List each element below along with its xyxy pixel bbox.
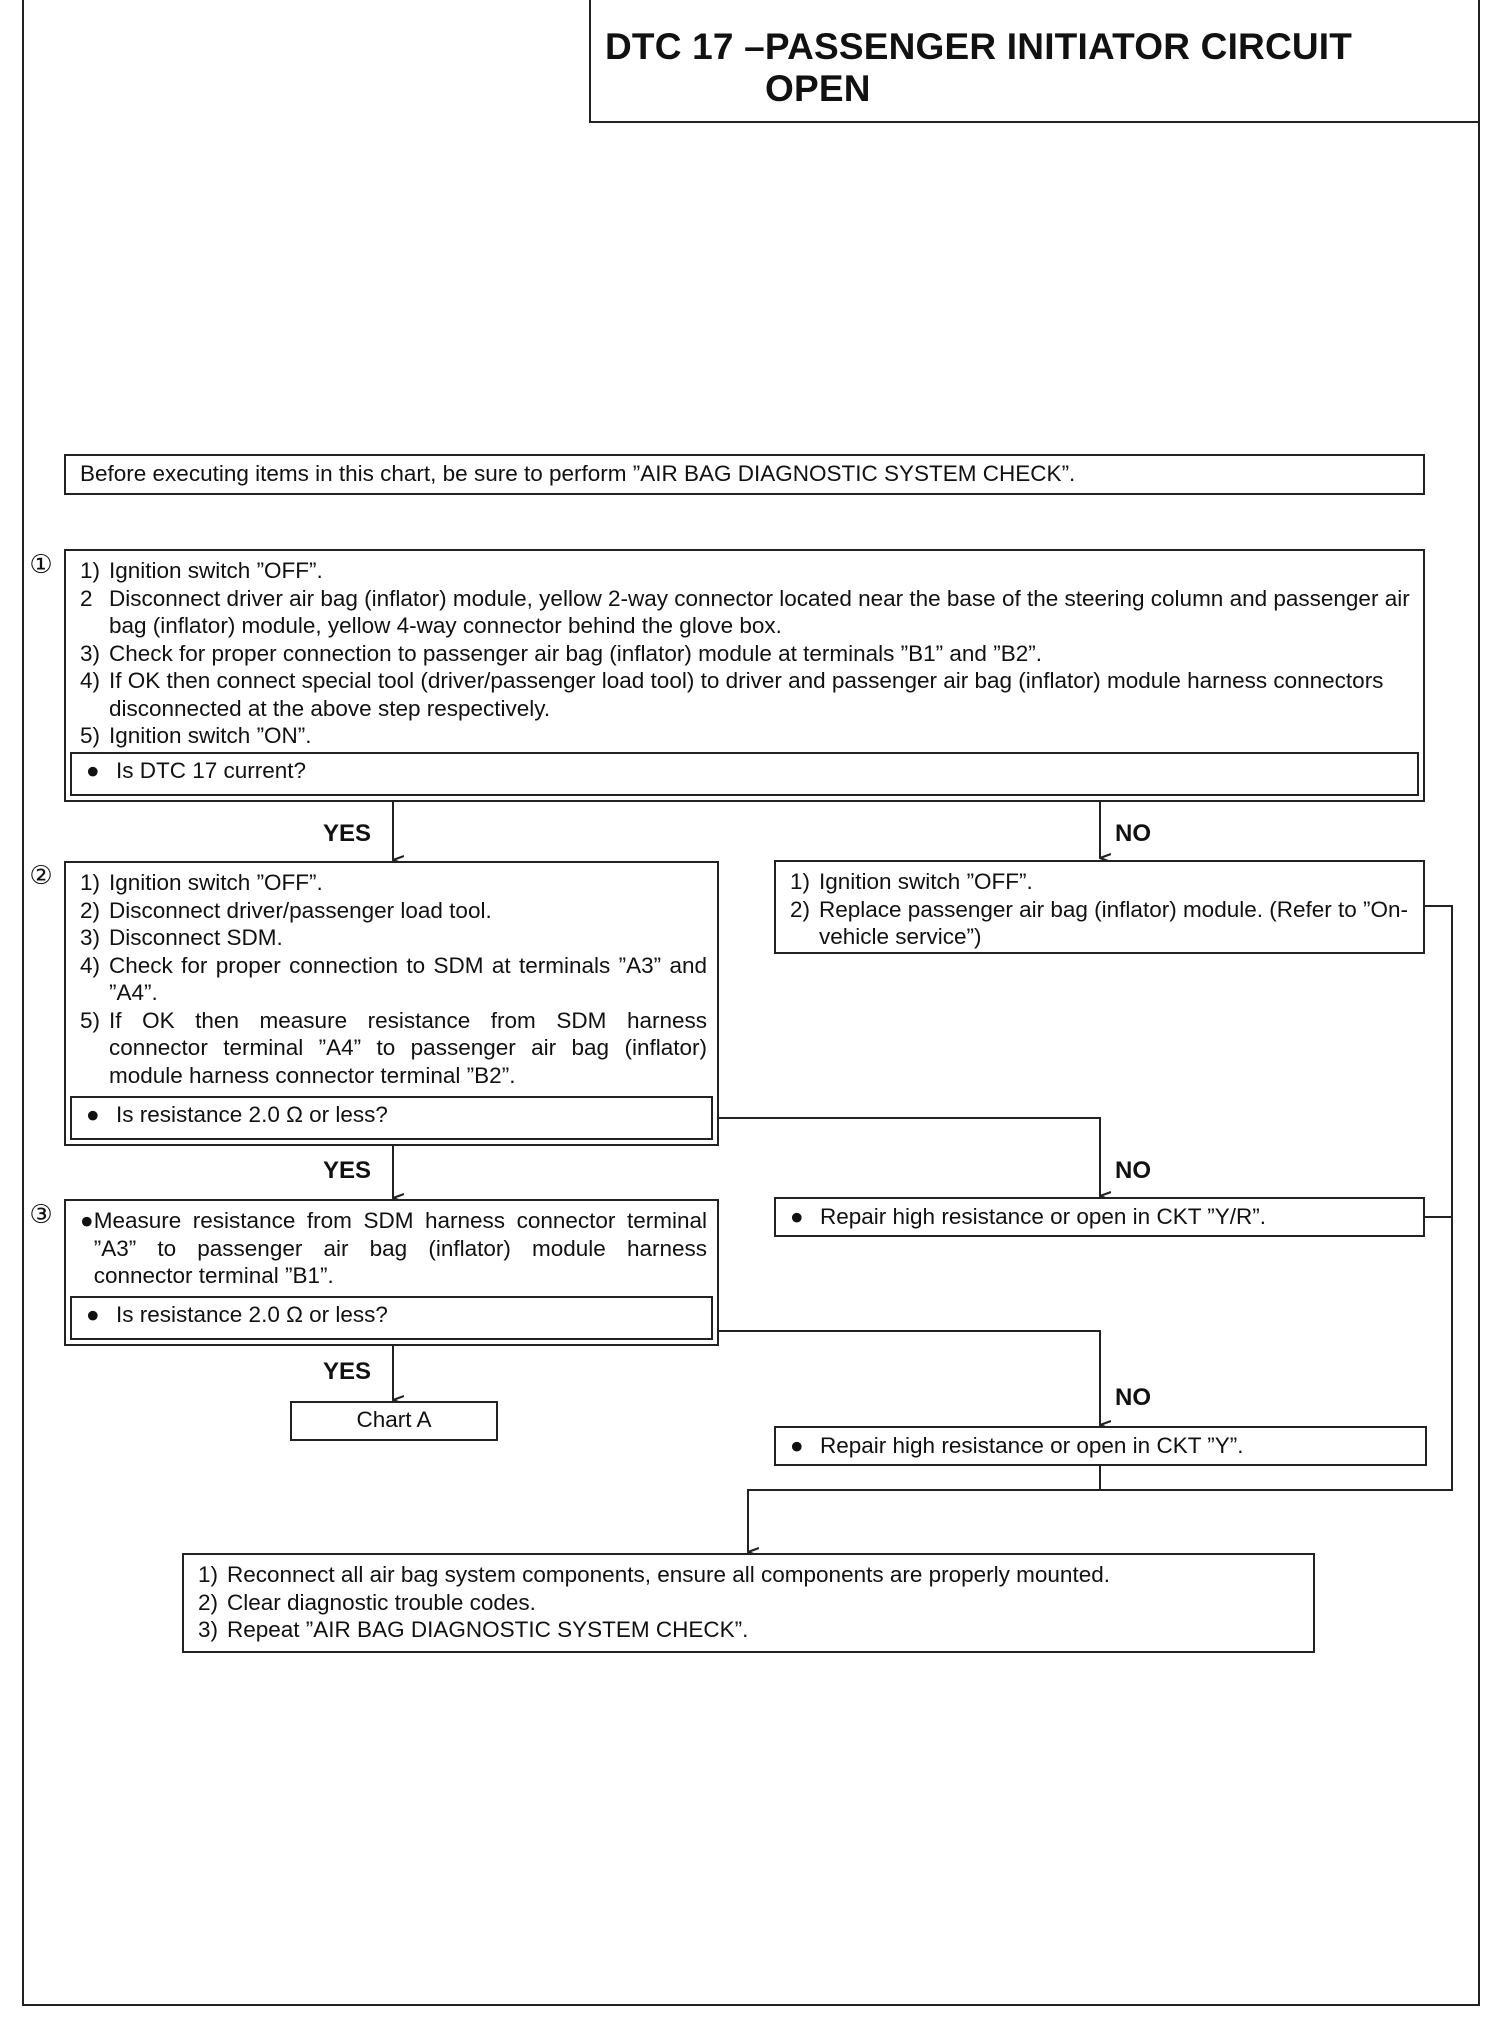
label-no-2: NO [1115, 1157, 1151, 1184]
label-yes-1: YES [323, 820, 372, 847]
no-branch-1-item: 2) Replace passenger air bag (inflator) module. (Refer to ”On-vehicle service”) [790, 896, 1409, 949]
page-title-line-2: OPEN [765, 68, 871, 109]
step-2-item: 5) If OK then measure resistance from SDM harness connector terminal ”A4” to passenger air bag (inflator) module harness connector terminal ”B2”. [80, 1007, 707, 1088]
step-2-question: ● Is resistance 2.0 Ω or less? [70, 1096, 713, 1140]
repair-yr-text: Repair high resistance or open in CKT ”Y/R”. [820, 1204, 1267, 1229]
step-3-text: Measure resistance from SDM harness connector terminal ”A3” to passenger air bag (inflator) module harness connector terminal ”B1”. [93, 1208, 707, 1288]
step-1-item: 5) Ignition switch ”ON”. [80, 723, 312, 748]
final-item: 3) Repeat ”AIR BAG DIAGNOSTIC SYSTEM CHECK”. [198, 1617, 749, 1642]
bullet-icon: ● [790, 1204, 804, 1229]
step-1-question: ● Is DTC 17 current? [70, 752, 1419, 796]
no-branch-1-list [776, 862, 1423, 955]
final-list [184, 1555, 1313, 1648]
repair-yr-box [774, 1197, 1425, 1237]
step-1-item: 2 Disconnect driver air bag (inflator) module, yellow 2-way connector located near the base of the steering column and passenger air bag (inflator) module, yellow 4-way connector behind the glove box. [80, 585, 1410, 638]
step-1-item: 1) Ignition switch ”OFF”. [80, 558, 323, 583]
step-2-item: 2) Disconnect driver/passenger load tool. [80, 897, 492, 923]
bullet-icon: ● [80, 1208, 94, 1233]
label-yes-2: YES [323, 1157, 372, 1184]
label-no-3: NO [1115, 1384, 1151, 1411]
bullet-icon: ● [86, 1302, 100, 1327]
step-1-list [66, 551, 1423, 754]
step-2-box [64, 861, 719, 1146]
repair-y-box [774, 1426, 1427, 1466]
step-3-marker: ③ [29, 1199, 53, 1229]
chart-a-box [290, 1401, 498, 1441]
step-2-list [66, 863, 717, 1093]
step-2-marker: ② [29, 860, 53, 890]
label-yes-3: YES [323, 1358, 372, 1385]
step-1-item: 3) Check for proper connection to passenger air bag (inflator) module at terminals ”B1” and ”B2”. [80, 640, 1042, 666]
bullet-icon: ● [790, 1433, 804, 1458]
repair-y-text: Repair high resistance or open in CKT ”Y”. [820, 1433, 1244, 1458]
arrow-step3-no [717, 1331, 1100, 1425]
bullet-icon: ● [86, 758, 100, 783]
no-branch-1-item: 1) Ignition switch ”OFF”. [790, 869, 1033, 894]
final-item: 2) Clear diagnostic trouble codes. [198, 1589, 536, 1615]
step-1-item: 4) If OK then connect special tool (driver/passenger load tool) to driver and passenger air bag (inflator) module harness connectors disconnected at the above step respectively. [80, 668, 1384, 721]
label-no-1: NO [1115, 820, 1151, 847]
page-title-line-1: DTC 17 –PASSENGER INITIATOR CIRCUIT [605, 26, 1353, 67]
step-1-marker: ① [29, 549, 53, 579]
step-3-body [66, 1201, 717, 1294]
final-item: 1) Reconnect all air bag system components, ensure all components are properly mounted. [198, 1562, 1110, 1587]
step-1-box [64, 549, 1425, 802]
step-2-item: 1) Ignition switch ”OFF”. [80, 870, 323, 895]
intro-note-text: Before executing items in this chart, be sure to perform ”AIR BAG DIAGNOSTIC SYSTEM CHECK”. [80, 461, 1076, 486]
arrow-step2-no [717, 1118, 1100, 1196]
bullet-icon: ● [86, 1102, 100, 1127]
no-branch-1-box [774, 860, 1425, 954]
arrow-to-final [748, 1490, 1100, 1552]
step-2-item: 4) Check for proper connection to SDM at terminals ”A3” and ”A4”. [80, 952, 707, 1005]
step-3-box [64, 1199, 719, 1346]
chart-a-label: Chart A [356, 1407, 432, 1432]
step-3-question: ● Is resistance 2.0 Ω or less? [70, 1296, 713, 1340]
step-2-item: 3) Disconnect SDM. [80, 925, 283, 950]
intro-note-box [64, 454, 1425, 495]
final-box [182, 1553, 1315, 1653]
